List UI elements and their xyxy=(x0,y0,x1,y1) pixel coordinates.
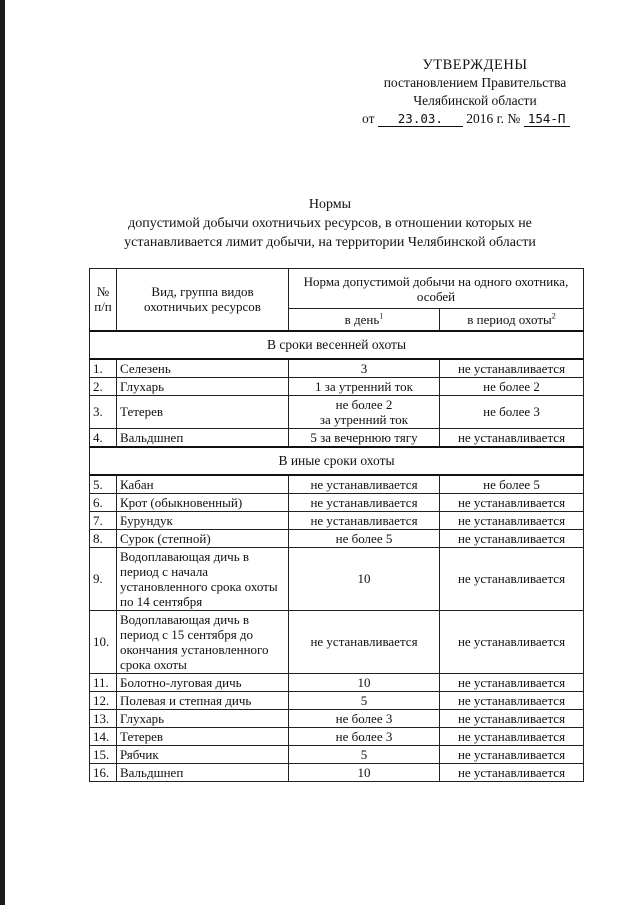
row-number: 1. xyxy=(90,359,117,378)
row-per-period: не устанавливается xyxy=(440,547,584,610)
row-per-period: не устанавливается xyxy=(440,673,584,691)
row-per-period: не устанавливается xyxy=(440,610,584,673)
header-per-period-label: в период охоты xyxy=(467,311,552,327)
row-per-day: не более 3 xyxy=(289,727,440,745)
approval-heading: УТВЕРЖДЕНЫ xyxy=(422,57,528,73)
date-prefix: от xyxy=(362,111,375,126)
section-row-other xyxy=(90,447,584,475)
row-per-period: не устанавливается xyxy=(440,529,584,547)
footnote-2: 2 xyxy=(551,311,556,321)
section-row-spring xyxy=(90,331,584,359)
row-per-day: 10 xyxy=(289,673,440,691)
header-per-period xyxy=(440,309,584,331)
document-title xyxy=(60,195,600,252)
header-number: № п/п xyxy=(90,269,117,331)
row-kind: Вальдшнеп xyxy=(117,763,289,781)
row-kind: Вальдшнеп xyxy=(117,428,289,447)
row-per-period: не устанавливается xyxy=(440,511,584,529)
row-kind: Болотно-луговая дичь xyxy=(117,673,289,691)
header-per-day-label: в день xyxy=(344,311,380,327)
row-per-day: 5 за вечернюю тягу xyxy=(289,428,440,447)
row-per-period: не более 2 xyxy=(440,377,584,395)
row-number: 11. xyxy=(90,673,117,691)
table-row xyxy=(90,428,584,447)
row-per-period: не устанавливается xyxy=(440,359,584,378)
table-row xyxy=(90,691,584,709)
row-kind: Глухарь xyxy=(117,377,289,395)
row-per-day: не устанавливается xyxy=(289,475,440,494)
row-per-day: не устанавливается xyxy=(289,511,440,529)
row-per-day: не устанавливается xyxy=(289,493,440,511)
row-per-period: не устанавливается xyxy=(440,709,584,727)
row-kind: Рябчик xyxy=(117,745,289,763)
date-value: 23.03. xyxy=(378,112,463,127)
approval-date-line xyxy=(360,110,590,128)
row-number: 9. xyxy=(90,547,117,610)
footnote-1: 1 xyxy=(379,311,384,321)
table-row xyxy=(90,727,584,745)
row-per-day: не более 5 xyxy=(289,529,440,547)
row-per-day: 3 xyxy=(289,359,440,378)
row-per-day: не более 2 за утренний ток xyxy=(289,395,440,428)
row-kind: Кабан xyxy=(117,475,289,494)
title-line-2: допустимой добычи охотничьих ресурсов, в отношении которых не xyxy=(128,216,532,231)
table-row xyxy=(90,475,584,494)
table-row xyxy=(90,359,584,378)
table-row xyxy=(90,529,584,547)
row-kind: Сурок (степной) xyxy=(117,529,289,547)
row-number: 6. xyxy=(90,493,117,511)
section-other: В иные сроки охоты xyxy=(90,447,584,475)
row-per-day: 10 xyxy=(289,547,440,610)
table-row xyxy=(90,610,584,673)
row-per-period: не устанавливается xyxy=(440,691,584,709)
row-kind: Полевая и степная дичь xyxy=(117,691,289,709)
decree-number: 154-П xyxy=(524,112,570,127)
table-row xyxy=(90,377,584,395)
row-per-day: 5 xyxy=(289,745,440,763)
row-kind: Крот (обыкновенный) xyxy=(117,493,289,511)
row-per-period: не устанавливается xyxy=(440,727,584,745)
row-number: 4. xyxy=(90,428,117,447)
row-per-period: не устанавливается xyxy=(440,763,584,781)
row-number: 15. xyxy=(90,745,117,763)
norms-table xyxy=(89,268,584,782)
row-number: 8. xyxy=(90,529,117,547)
table-row xyxy=(90,763,584,781)
approval-block xyxy=(360,56,590,128)
row-kind: Водоплавающая дичь в период с начала установленного срока охоты по 14 сентября xyxy=(117,547,289,610)
approval-line-2: Челябинской области xyxy=(413,93,537,108)
approval-line-1: постановлением Правительства xyxy=(383,75,567,90)
year-text: 2016 г. № xyxy=(466,111,521,126)
row-number: 7. xyxy=(90,511,117,529)
row-per-period: не более 5 xyxy=(440,475,584,494)
row-kind: Селезень xyxy=(117,359,289,378)
row-per-period: не устанавливается xyxy=(440,428,584,447)
row-kind: Тетерев xyxy=(117,727,289,745)
row-number: 10. xyxy=(90,610,117,673)
table-row xyxy=(90,547,584,610)
row-per-day: не более 3 xyxy=(289,709,440,727)
table-row xyxy=(90,511,584,529)
scan-edge xyxy=(0,0,5,905)
table-row xyxy=(90,395,584,428)
header-kind: Вид, группа видов охотничьих ресурсов xyxy=(117,269,289,331)
header-per-day xyxy=(289,309,440,331)
row-number: 3. xyxy=(90,395,117,428)
table-row xyxy=(90,745,584,763)
row-number: 5. xyxy=(90,475,117,494)
row-number: 2. xyxy=(90,377,117,395)
title-line-1: Нормы xyxy=(308,197,352,212)
table-row xyxy=(90,709,584,727)
section-spring: В сроки весенней охоты xyxy=(90,331,584,359)
row-per-period: не устанавливается xyxy=(440,745,584,763)
table-row xyxy=(90,493,584,511)
title-line-3: устанавливается лимит добычи, на территории Челябинской области xyxy=(124,235,536,250)
row-per-period: не устанавливается xyxy=(440,493,584,511)
row-per-day: 1 за утренний ток xyxy=(289,377,440,395)
header-norm: Норма допустимой добычи на одного охотника, особей xyxy=(289,269,584,309)
row-number: 16. xyxy=(90,763,117,781)
table-row xyxy=(90,673,584,691)
row-per-period: не более 3 xyxy=(440,395,584,428)
row-kind: Водоплавающая дичь в период с 15 сентября до окончания установленного срока охоты xyxy=(117,610,289,673)
row-kind: Глухарь xyxy=(117,709,289,727)
row-number: 14. xyxy=(90,727,117,745)
row-per-day: 10 xyxy=(289,763,440,781)
row-number: 12. xyxy=(90,691,117,709)
row-number: 13. xyxy=(90,709,117,727)
row-per-day: не устанавливается xyxy=(289,610,440,673)
row-kind: Бурундук xyxy=(117,511,289,529)
row-per-day: 5 xyxy=(289,691,440,709)
row-kind: Тетерев xyxy=(117,395,289,428)
